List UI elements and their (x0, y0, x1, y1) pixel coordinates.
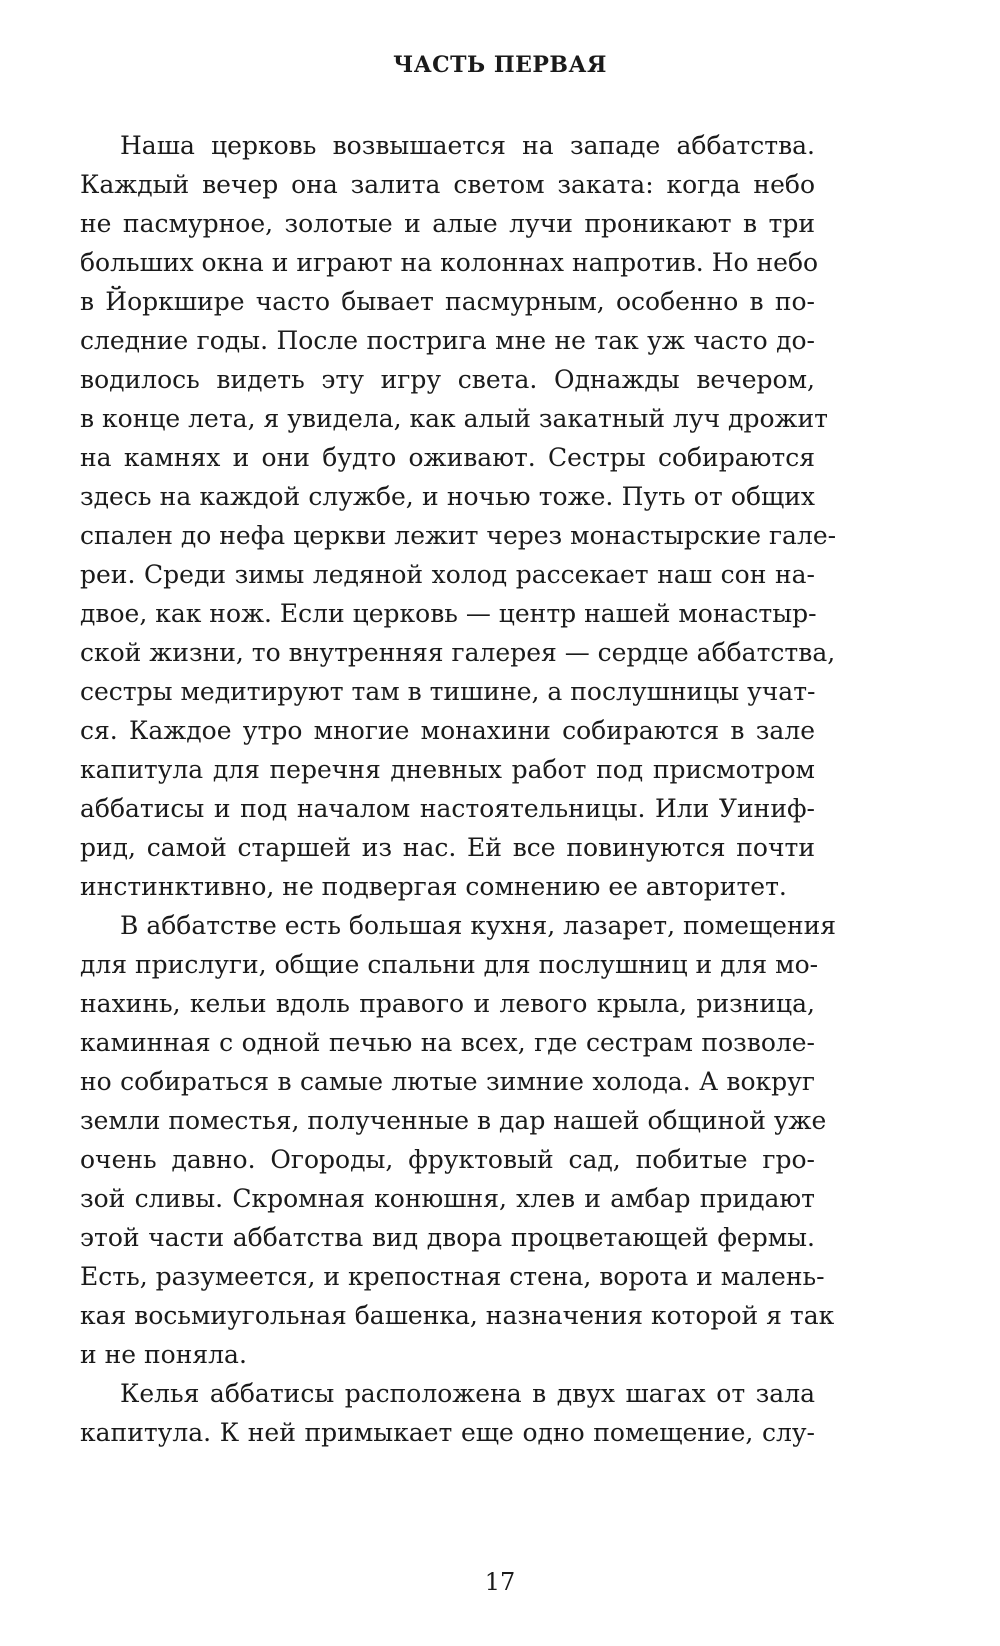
text-line: аббатисы и под началом настоятельницы. Или Уиниф- (80, 794, 815, 823)
text-line: каминная с одной печью на всех, где сестрам позволе- (80, 1028, 815, 1057)
text-line: капитула. К ней примыкает еще одно помещение, слу- (80, 1418, 815, 1447)
text-line: кая восьмиугольная башенка, назначения которой я так (80, 1301, 835, 1330)
text-line: реи. Среди зимы ледяной холод рассекает наш сон на- (80, 560, 815, 589)
text-line: но собираться в самые лютые зимние холода. А вокруг (80, 1067, 815, 1096)
text-line: капитула для перечня дневных работ под присмотром (80, 755, 815, 784)
text-line: больших окна и играют на колоннах напротив. Но небо (80, 248, 819, 277)
text-line: в конце лета, я увидела, как алый закатный луч дрожит (80, 404, 828, 433)
text-line: не пасмурное, золотые и алые лучи проникают в три (80, 209, 815, 238)
text-line: и не поняла. (80, 1340, 247, 1369)
text-line: нахинь, кельи вдоль правого и левого крыла, ризница, (80, 989, 815, 1018)
text-line: двое, как нож. Если церковь — центр нашей монастыр- (80, 599, 817, 628)
text-line: здесь на каждой службе, и ночью тоже. Путь от общих (80, 482, 815, 511)
body-text (80, 126, 837, 1452)
text-line: этой части аббатства вид двора процветающей фермы. (80, 1223, 815, 1252)
text-line: ся. Каждое утро многие монахини собираются в зале (80, 716, 815, 745)
text-line: Келья аббатисы расположена в двух шагах от зала (120, 1379, 815, 1408)
text-line: водилось видеть эту игру света. Однажды вечером, (80, 365, 815, 394)
text-line: зой сливы. Скромная конюшня, хлев и амбар придают (80, 1184, 815, 1213)
text-line: следние годы. После пострига мне не так уж часто до- (80, 326, 815, 355)
page-number: 17 (484, 1568, 516, 1596)
text-line: инстинктивно, не подвергая сомнению ее авторитет. (80, 872, 787, 901)
text-line: для прислуги, общие спальни для послушниц и для мо- (80, 950, 819, 979)
text-line: Каждый вечер она залита светом заката: когда небо (80, 170, 815, 199)
text-line: в Йоркшире часто бывает пасмурным, особенно в по- (80, 287, 815, 316)
text-line: земли поместья, полученные в дар нашей общиной уже (80, 1106, 827, 1135)
text-line: очень давно. Огороды, фруктовый сад, побитые гро- (80, 1145, 815, 1174)
text-line: рид, самой старшей из нас. Ей все повинуются почти (80, 833, 815, 862)
text-line: сестры медитируют там в тишине, а послушницы учат- (80, 677, 816, 706)
text-line: Есть, разумеется, и крепостная стена, ворота и малень- (80, 1262, 825, 1291)
text-line: спален до нефа церкви лежит через монастырские гале- (80, 521, 837, 550)
text-line: на камнях и они будто оживают. Сестры собираются (80, 443, 815, 472)
text-line: ской жизни, то внутренняя галерея — сердце аббатства, (80, 638, 836, 667)
paragraph-2 (80, 906, 837, 1374)
text-line: В аббатстве есть большая кухня, лазарет, помещения (120, 911, 837, 940)
paragraph-3 (80, 1374, 815, 1452)
running-header: ЧАСТЬ ПЕРВАЯ (393, 52, 607, 78)
paragraph-1 (80, 126, 837, 906)
text-line: Наша церковь возвышается на западе аббатства. (120, 131, 815, 160)
